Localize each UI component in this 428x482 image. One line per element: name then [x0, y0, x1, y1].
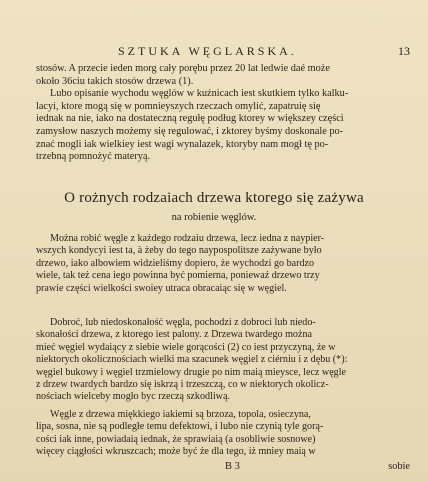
text-line: niektorych okolicznościach wielki ma szacunek węgiel z ciérniu i z dębu (*):: [36, 354, 348, 366]
text-line: drzewo, iako albowiem widzieliśmy dopiero, że wychodzi go bardzo: [36, 257, 315, 269]
text-line: węgiel bukowy i węgiel trzmielowy drugie po nim maią mieysce, lecz węgle: [36, 366, 347, 378]
text-line: skonałości drzewa, z ktorego iest palony. z Drzewa twardego można: [36, 329, 312, 341]
catchword: sobie: [388, 461, 410, 472]
section-heading: O rożnych rodzaiach drzewa ktorego się zażywa: [64, 190, 364, 206]
text-line: iednak na nie, iako na dostateczną regułę podług ktorey w większey części: [36, 113, 344, 125]
text-line: mieć węgiel wydaiący z siebie wiele gorącości (2) co iest przyczyną, że w: [36, 341, 336, 353]
text-line: lacyi, ktore mogą się w pomnieyszych rzeczach omylić, zapatruię się: [36, 100, 321, 112]
paragraph-2: [36, 233, 408, 295]
text-line: więcey ciągłości wkruszcach; może być że dla tego, iż mniey maią w: [36, 446, 316, 458]
text-line: zamysłow naszych możemy się regulować, i zktorey byśmy doskonale po-: [36, 125, 344, 137]
text-line: nościach wielceby mogło byc rzeczą szkodliwą.: [36, 391, 230, 403]
text-line: cości iak inne, powiadaią iednak, że sprawiaią (a osobliwie sosnowe): [36, 433, 316, 445]
paragraph-1: [36, 63, 408, 164]
text-line: Dobroć, lub niedoskonałość węgla, pochodzi z dobroci lub niedo-: [50, 317, 316, 328]
running-title: SZTUKA WĘGLARSKA.: [118, 44, 297, 58]
text-line: wiele, tak też cena iego powinna być pomierna, poniewaź drzewo trzy: [36, 270, 320, 282]
section-subheading: na robienie węglów.: [171, 212, 257, 223]
paragraph-3: [36, 317, 408, 404]
text-line: lipa, sosna, nie są podległe temu defektowi, i lubo nie czynią tyle gorą-: [36, 421, 324, 433]
running-head: [0, 44, 428, 60]
text-line: Można robić węgle z każdego rodzaiu drzewa, lecz iedna z naypier-: [50, 233, 325, 244]
text-line: znać mogli iak wielkiey iest wagi wynalazek, ktoryby nam mogł tę po-: [36, 138, 329, 150]
text-line: trzebną pomnożyć materyą.: [36, 151, 151, 163]
page-number: 13: [398, 44, 410, 58]
text-line: około 36ciu takich stosów drzewa (1).: [36, 75, 194, 87]
text-line: Lubo opisanie wychodu węglów w kuźnicach iest skutkiem tylko kalku-: [50, 88, 349, 100]
text-line: stosów. A przecie ieden morg cały porębu przez 20 lat ledwie daé może: [36, 63, 330, 74]
text-line: Węgle z drzewa miękkiego iakiemi są brzoza, topola, osieczyna,: [50, 409, 311, 420]
text-line: z drzew twardych bardzo się iskrzą i trzeszczą, co w niektorych okolicz-: [36, 378, 329, 390]
text-line: wszych kondycyi iest ta, à żeby do tego naypospolitsze zażywane było: [36, 245, 322, 257]
text-line: prawie części wielkości swoiey utraca obracaiąc się w węgiel.: [36, 282, 287, 294]
signature-mark: B 3: [225, 461, 240, 472]
paragraph-4: [36, 409, 408, 459]
